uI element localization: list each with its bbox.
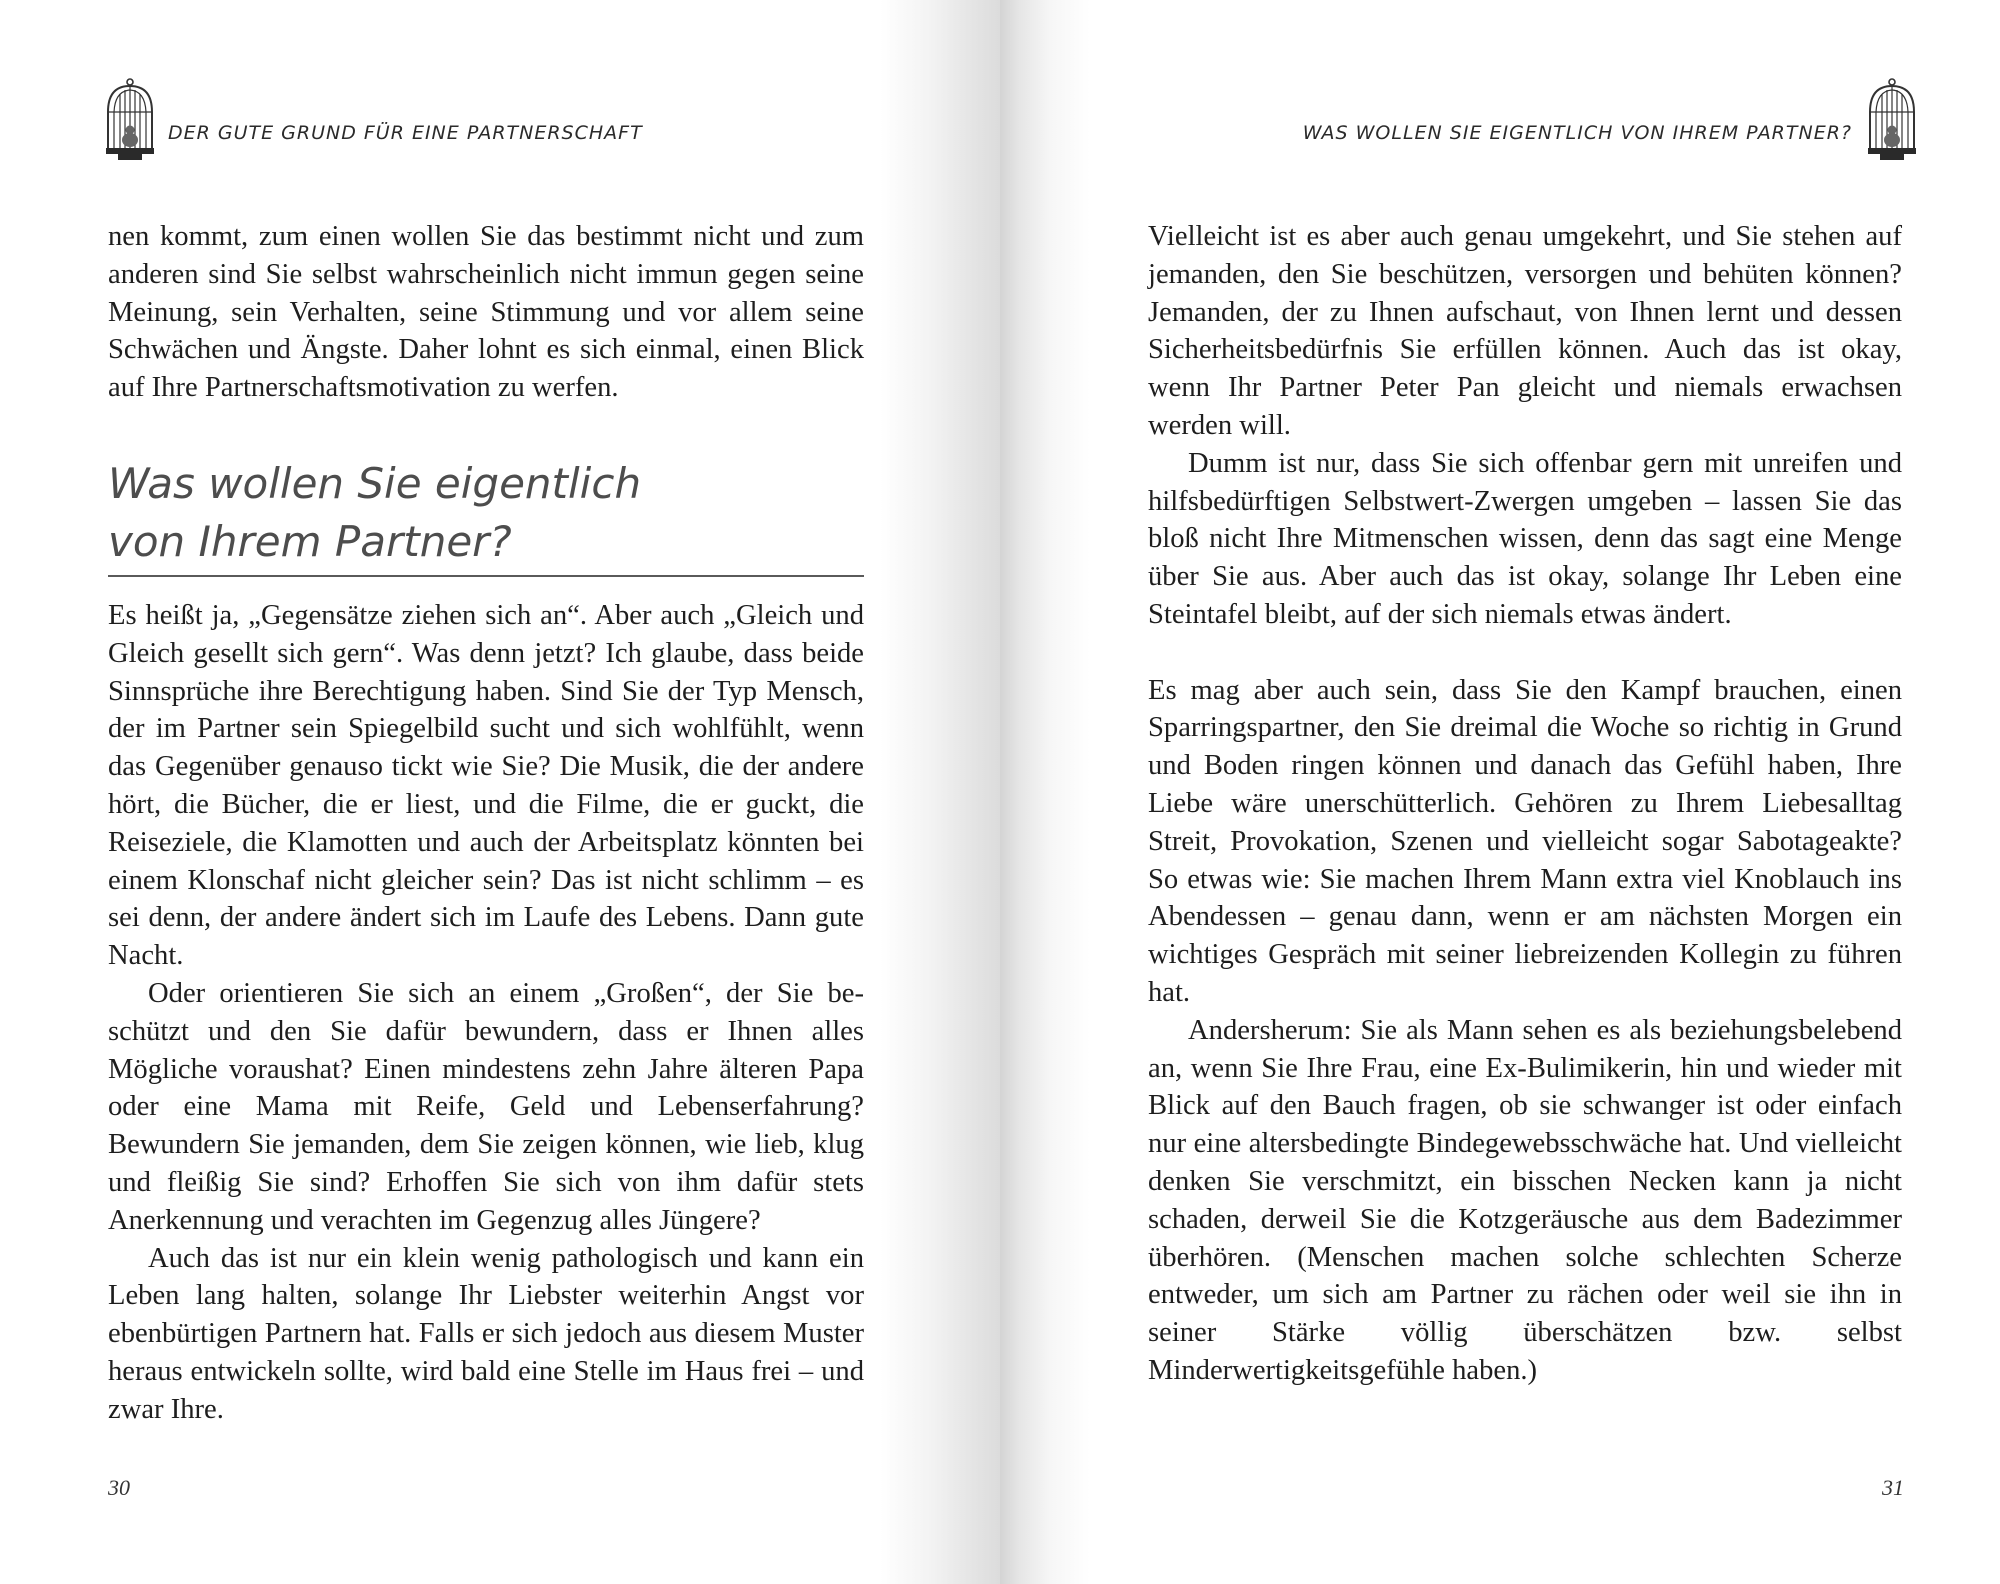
body-paragraph: Vielleicht ist es aber auch genau umgekehrt, und Sie stehen auf jemanden, den Sie beschützen, versorgen und behüten können? Jemanden, der zu Ihnen aufschaut, von Ihnen lernt und dessen Sicherheitsbedürfnis Sie erfüllen können. Auch das ist okay, wenn Ihr Partner Peter Pan gleicht und niemals erwachsen werden will. xyxy=(1148,221,1902,441)
birdcage-icon xyxy=(1866,78,1918,164)
section-heading-line-2: von Ihrem Partner? xyxy=(108,516,512,566)
right-text-block xyxy=(1148,218,1902,1390)
body-paragraph: Andersherum: Sie als Mann sehen es als beziehungsbelebend an, wenn Sie Ihre Frau, eine Ex-Bulimikerin, hin und wieder mit Blick auf den Bauch fragen, ob sie schwanger ist oder einfach nur eine altersbedingte Bindegewebsschwäche hat. Und vielleicht denken Sie verschmitzt, ein bisschen Necken kann ja nicht schaden, derweil Sie die Kotzgeräusche aus dem Badezimmer überhören. (Menschen machen solche schlechten Scherze entweder, um sich am Partner zu rächen oder weil sie ihn in seiner Stärke völlig überschätzen bzw. selbst Minderwertigkeitsgefühle haben.) xyxy=(1148,1014,1902,1386)
page-number: 31 xyxy=(1882,1475,1904,1500)
birdcage-icon xyxy=(104,78,156,164)
body-paragraph: Dumm ist nur, dass Sie sich offenbar gern mit unreifen und hilfsbedürftigen Selbstwert-Zwergen umgeben – lassen Sie das bloß nicht Ihre Mitmenschen wissen, denn das sagt eine Menge über Sie aus. Aber auch das ist okay, solange Ihr Leben eine Steintafel bleibt, auf der sich niemals etwas ändert. xyxy=(1148,447,1902,630)
running-head: DER GUTE GRUND FÜR EINE PARTNERSCHAFT xyxy=(168,122,643,144)
left-text-block xyxy=(108,218,864,1429)
body-paragraph: Oder orientieren Sie sich an einem „Großen“, der Sie beschützt und den Sie dafür bewundern, dass er Ihnen alles Mögliche voraushat? Einen mindestens zehn Jahre älteren Papa oder eine Mama mit Reife, Geld und Lebenserfahrung? Bewundern Sie jemanden, dem Sie zeigen können, wie lieb, klug und fleißig Sie sind? Erhoffen Sie sich von ihm dafür stets Anerkennung und verachten im Gegenzug alles Jüngere? xyxy=(108,977,864,1236)
page-number: 30 xyxy=(108,1475,130,1500)
body-paragraph: Es heißt ja, „Gegensätze ziehen sich an“. Aber auch „Gleich und Gleich gesellt sich gern“. Was denn jetzt? Ich glaube, dass beide Sinnsprüche ihre Berechtigung haben. Sind Sie der Typ Mensch, der im Partner sein Spiegelbild sucht und sich wohlfühlt, wenn das Gegenüber genauso tickt wie Sie? Die Musik, die der andere hört, die Bücher, die er liest, und die Filme, die er guckt, die Reiseziele, die Klamotten und auch der Arbeitsplatz könnten bei einem Klonschaf nicht gleicher sein? Das ist nicht schlimm – es sei denn, der andere ändert sich im Laufe des Lebens. Dann gute Nacht. xyxy=(108,599,864,972)
intro-paragraph: nen kommt, zum einen wollen Sie das bestimmt nicht und zum anderen sind Sie selbst wahrscheinlich nicht immun gegen seine Meinung, sein Verhalten, seine Stimmung und vor allem seine Schwächen und Ängste. Daher lohnt es sich einmal, einen Blick auf Ihre Partnerschaftsmotivation zu werfen. xyxy=(108,221,864,404)
section-heading-line-1: Was wollen Sie eigentlich xyxy=(108,458,642,508)
body-paragraph: Auch das ist nur ein klein wenig pathologisch und kann ein Leben lang halten, solange Ihr Liebster weiterhin Angst vor ebenbürtigen Partnern hat. Falls er sich jedoch aus diesem Muster heraus entwickeln sollte, wird bald eine Stelle im Haus frei – und zwar Ihre. xyxy=(108,1242,864,1425)
running-head: WAS WOLLEN SIE EIGENTLICH VON IHREM PARTNER? xyxy=(1302,122,1852,144)
right-page xyxy=(1000,0,2000,1584)
section-heading xyxy=(108,455,864,577)
body-paragraph: Es mag aber auch sein, dass Sie den Kampf brauchen, einen Sparringspartner, den Sie dreimal die Woche so richtig in Grund und Boden ringen können und danach das Gefühl haben, Ihre Liebe wäre unerschütterlich. Gehören zu Ihrem Liebesalltag Streit, Provokation, Szenen und vielleicht sogar Sabotageakte? So etwas wie: Sie machen Ihrem Mann extra viel Knoblauch ins Abendessen – genau dann, wenn er am nächsten Morgen ein wichtiges Gespräch mit seiner liebreizenden Kollegin zu führen hat. xyxy=(1148,674,1902,1008)
